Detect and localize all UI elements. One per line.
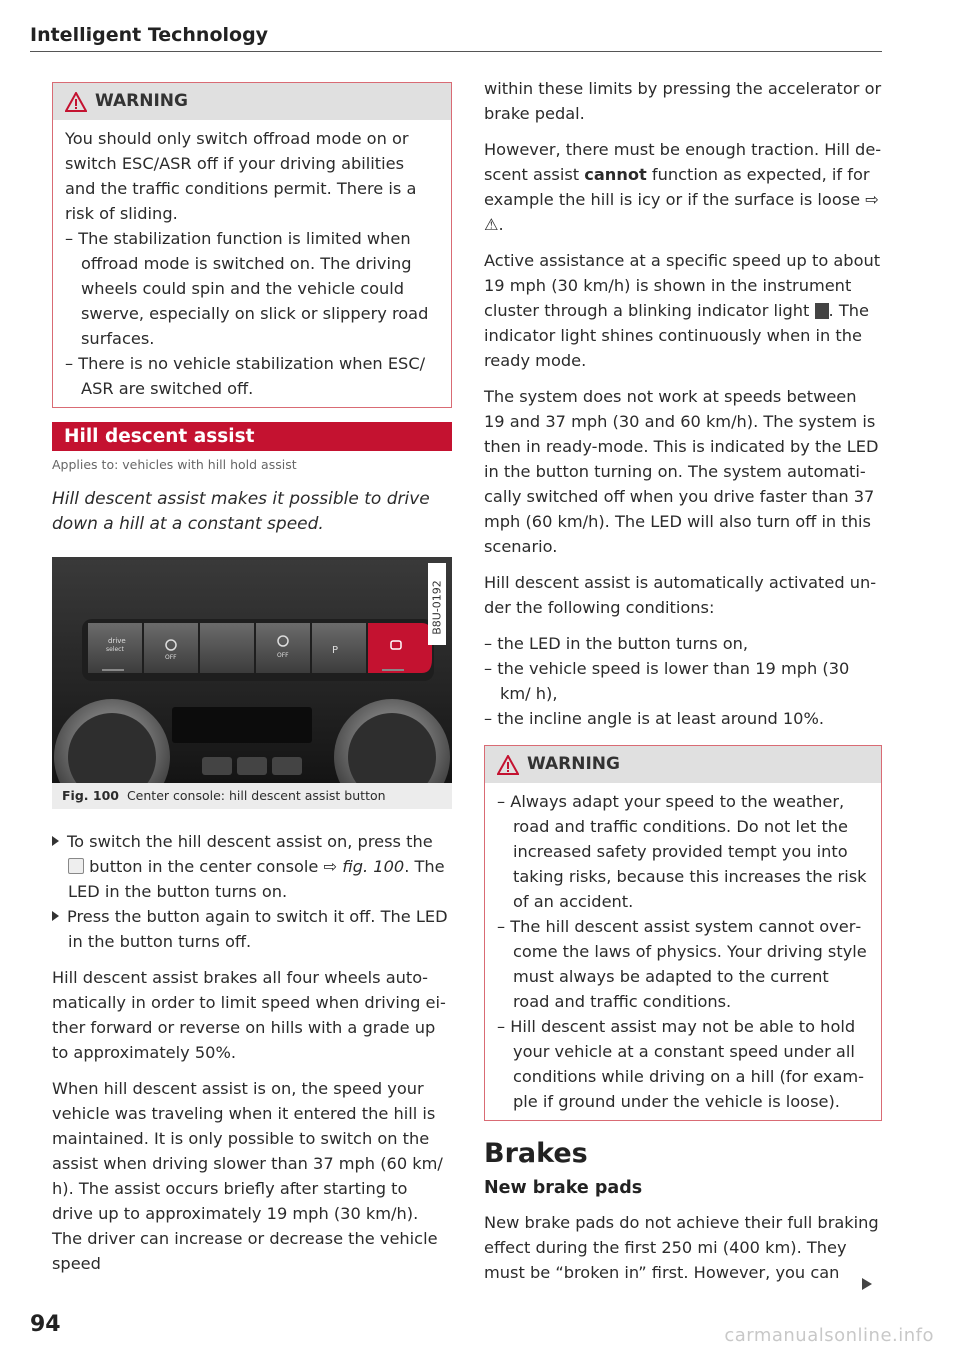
header-divider (30, 51, 882, 52)
console-illustration (52, 557, 452, 783)
warning-triangle-icon (65, 92, 87, 112)
off-label: OFF (165, 654, 177, 661)
figure-code-label (428, 563, 446, 645)
warning-item: – Hill descent assist may not be able to hold your vehicle at a constant speed under all conditions while driving on a hill (for example if ground under the vehicle is loose). (497, 1017, 864, 1111)
warning-item: – The hill descent assist system cannot overcome the laws of physics. Your driving style must always be adapted to the current road and traffic conditions. (497, 917, 867, 1011)
condition-item: – the LED in the button turns on, (484, 634, 749, 653)
section-intro: Hill descent assist makes it possible to drive down a hill at a constant speed. (52, 489, 430, 534)
condition-item: – the incline angle is at least around 10%. (484, 709, 825, 728)
figure-reference[interactable]: ⇨ fig. 100 (323, 857, 405, 876)
warning-item: – The stabilization function is limited when offroad mode is switched on. The driving wheels could spin and the vehicle could swerve, especially on slick or slippery road surfaces. (65, 229, 429, 348)
warning-triangle-icon (497, 755, 519, 775)
warning-title: WARNING (95, 91, 188, 111)
section-heading-hill-descent: Hill descent assist (52, 422, 452, 451)
figure-caption-text: Center console: hill descent assist button (126, 788, 386, 803)
esc-off-label: OFF (277, 652, 289, 659)
left-column (52, 82, 452, 1287)
warning-item: – Always adapt your speed to the weather, road and traffic conditions. Do not let the increased safety provided tempt you into taking risks, because this increases the risk of an accident. (497, 792, 867, 911)
body-paragraph: within these limits by pressing the accelerator or brake pedal. (484, 79, 882, 123)
body-paragraph: When hill descent assist is on, the speed your vehicle was traveling when it entered the hill is maintained. It is only possible to switch on the assist when driving slower than 37 mph (60 km/ h). The assist occurs briefly after starting to drive up to approximately 19 mph (30 km/h). The driver can increase or decrease the vehicle speed (52, 1079, 443, 1273)
indicator-light-icon (815, 303, 829, 319)
page-number: 94 (30, 1312, 61, 1337)
park-label: P (332, 645, 339, 656)
step-text: To switch the hill descent assist on, press the (67, 832, 433, 851)
subheading-new-brake-pads: New brake pads (484, 1178, 643, 1198)
watermark: carmanualsonline.info (724, 1325, 934, 1346)
warning-header (53, 83, 451, 120)
continue-arrow-icon (862, 1278, 872, 1290)
hill-descent-button-icon (68, 858, 84, 874)
right-column (484, 76, 882, 1296)
warning-box-hill-descent (484, 745, 882, 1121)
step-list (52, 829, 452, 954)
arrow-icon (52, 836, 59, 846)
body-paragraph: The system does not work at speeds between 19 and 37 mph (30 and 60 km/h). The system is then in ready-mode. This is indicated by the LED in the button turning on. The system automatically switched off when you drive faster than 37 mph (60 km/h). The LED will also turn off in this scenario. (484, 387, 879, 556)
step-text: Press the button again to switch it off. The LED in the button turns off. (67, 907, 448, 951)
figure-code: B8U-0192 (430, 580, 444, 635)
warning-reference[interactable]: ⇨ ⚠. (484, 190, 879, 234)
text-run: function as expected, if for example the hill is icy or if the surface is loose (484, 165, 870, 209)
text-run: . The indicator light shines continuously when in the ready mode. (484, 301, 869, 370)
figure-number: Fig. 100 (62, 788, 119, 803)
step-item (52, 829, 452, 904)
figure-caption (52, 783, 452, 809)
drive-label: drive (108, 637, 126, 645)
center-console-figure (52, 557, 452, 783)
text-run: Active assistance at a specific speed up to about 19 mph (30 km/h) is shown in the instrument cluster through a blinking indicator light (484, 251, 881, 320)
warning-header (485, 746, 881, 783)
condition-item: – the vehicle speed is lower than 19 mph (30 km/ h), (484, 659, 850, 703)
body-paragraph (484, 137, 882, 237)
applies-to-note: Applies to: vehicles with hill hold assist (52, 457, 297, 472)
warning-intro: You should only switch offroad mode on or switch ESC/ASR off if your driving abilities and the traffic conditions permit. There is a risk of sliding. (65, 129, 417, 223)
body-paragraph: New brake pads do not achieve their full braking effect during the first 250 mi (400 km). They must be “broken in” first. However, you can (484, 1213, 879, 1282)
text-run: However, there must be enough traction. Hill descent assist (484, 140, 882, 184)
running-header: Intelligent Technology (30, 24, 269, 46)
warning-title: WARNING (527, 754, 620, 774)
body-paragraph: Hill descent assist brakes all four wheels automatically in order to limit speed when driving either forward or reverse on hills with a grade up to approximately 50%. (52, 968, 446, 1062)
select-label: select (106, 646, 124, 653)
arrow-icon (52, 911, 59, 921)
step-text: . The LED in the button turns on. (68, 857, 445, 901)
body-paragraph: Hill descent assist is automatically activated under the following conditions: (484, 573, 877, 617)
chapter-heading-brakes: Brakes (484, 1138, 588, 1169)
conditions-list (484, 631, 882, 731)
warning-box-offroad (52, 82, 452, 408)
emphasis: cannot (584, 165, 647, 184)
warning-item: – There is no vehicle stabilization when ESC/ ASR are switched off. (65, 354, 426, 398)
body-paragraph (484, 248, 882, 373)
step-text: button in the center console (89, 857, 319, 876)
step-item (52, 904, 452, 954)
